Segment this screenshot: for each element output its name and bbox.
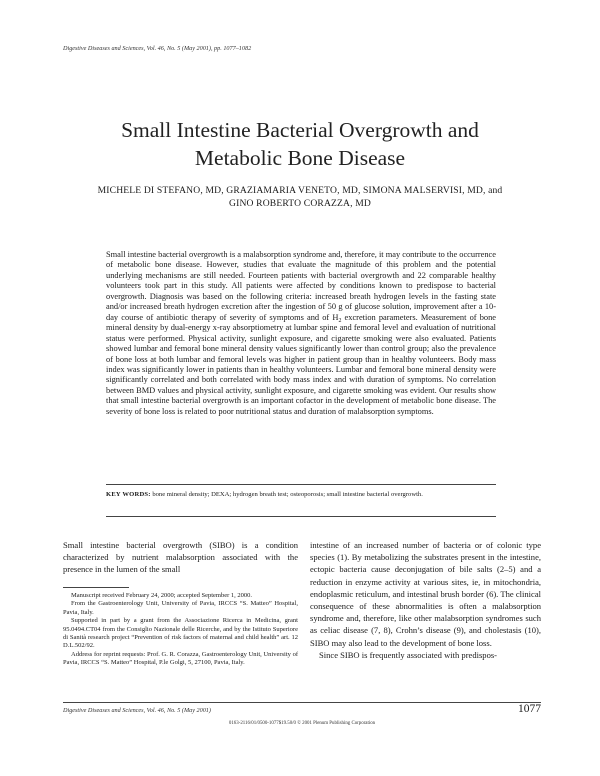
abstract (106, 250, 496, 417)
intro-left-column: Small intestine bacterial overgrowth (SIBO) is a condition characterized by nutrient malabsorption associated with the presence in the lumen of the small (63, 540, 298, 575)
abstract-text-1: Small intestine bacterial overgrowth is a malabsorption syndrome and, therefore, it may contribute to the occurrence of metabolic bone disease. However, studies that evaluate the magnitude of this problem and the potential underlying mechanisms are still needed. Fourteen patients with bacterial overgrowth and 22 comparable healthy volunteers took part in this study. All patients were affected by conditions known to predispose to bacterial overgrowth. Diagnosis was based on the following criteria: increased breath hydrogen levels in the fasting state and/or increased breath hydrogen excretion after the ingestion of 50 g of glucose solution, improvement after a 10-day course of antibiotic therapy of severity of symptoms and of H (106, 250, 496, 322)
footer-rule (63, 702, 541, 703)
keywords-text: bone mineral density; DEXA; hydrogen breath test; osteoporosis; small intestine bacterial overgrowth. (150, 491, 423, 498)
keywords-label: KEY WORDS: (106, 491, 151, 498)
author-list (80, 184, 520, 210)
title-line-2: Metabolic Bone Disease (194, 146, 406, 170)
intro-paragraph-2: Since SIBO is frequently associated with predispos- (319, 649, 498, 660)
footnote-received: Manuscript received February 24, 2000; accepted September 1, 2000. (71, 592, 253, 599)
intro-paragraph-1: intestine of an increased number of bacteria or of colonic type species (1). By metabolizing the substrates present in the intestine, ectopic bacteria cause deconjugation of bile salts (2–5) and a reduction in enzyme activity at various sites, ie, in mitochondria, endoplasmic reticulum, and intestinal brush border (6). The clinical consequence of these abnormalities is often a malabsorption syndrome and, therefore, like other malabsorption syndromes such as celiac disease (7, 8), Crohn’s disease (9), and cholestasis (10), SIBO may also lead to the development of bone loss. (310, 540, 541, 648)
authors-line-2: GINO ROBERTO CORAZZA, MD (229, 198, 371, 209)
authors-line-1: MICHELE DI STEFANO, MD, GRAZIAMARIA VENETO, MD, SIMONA MALSERVISI, MD, and (97, 185, 503, 196)
keywords-bottom-rule (106, 516, 496, 517)
running-head: Digestive Diseases and Sciences, Vol. 46, No. 5 (May 2001), pp. 1077–1082 (63, 45, 252, 52)
copyright-line: 0163-2116/01/0500-1077$19.50/0 © 2001 Plenum Publishing Corporation (228, 721, 376, 726)
footnote-rule (63, 587, 129, 588)
intro-right-column (310, 539, 541, 661)
footnote-funding: Supported in part by a grant from the Associazione Ricerca in Medicina, grant 95.0494.CT04 from the Consiglio Nazionale delle Ricerche, and by the Istituto Superiore di Sanità research project “Prevention of risk factors of maternal and child health” art. 12 D.L.502/92. (63, 617, 298, 650)
footnote-affiliation: From the Gastroenterology Unit, University of Pavia, IRCCS “S. Matteo” Hospital, Pavia, Italy. (63, 600, 298, 616)
article-title (60, 116, 540, 172)
abstract-text-2: excretion parameters. Measurement of bone mineral density by dual-energy x-ray absorptiometry at lumbar spine and femoral level and evaluation of nutritional status were performed. Physical activity, sunlight exposure, and cigarette smoking were also evaluated. Patients showed lumbar and femoral bone mineral density values significantly lower than control group; also the prevalence of bone loss at both lumbar and femoral levels was higher in patient group than in healthy volunteers. Body mass index was significantly lower in patients than in healthy volunteers. Lumbar and femoral bone mineral density were significantly correlated and both correlated with body mass index and with duration of symptoms. No correlation between BMD values and physical activity, sunlight exposure, and cigarette smoking was evident. Our results show that small intestine bacterial overgrowth is an important cofactor in the development of metabolic bone disease. The severity of bone loss is related to poor nutritional status and duration of malabsorption symptoms. (106, 312, 496, 416)
title-line-1: Small Intestine Bacterial Overgrowth and (121, 118, 479, 142)
abstract-subscript: 2 (338, 317, 342, 324)
keywords (106, 490, 496, 499)
footnotes (63, 592, 298, 668)
footnote-reprints: Address for reprint requests: Prof. G. R. Corazza, Gastroenterology Unit, University of Pavia, IRCCS “S. Matteo” Hospital, P.le Golgi, 5, 27100, Pavia, Italy. (63, 650, 298, 667)
keywords-top-rule (106, 484, 496, 485)
page-number: 1077 (518, 703, 541, 715)
footer-journal: Digestive Diseases and Sciences, Vol. 46, No. 5 (May 2001) (63, 707, 211, 714)
